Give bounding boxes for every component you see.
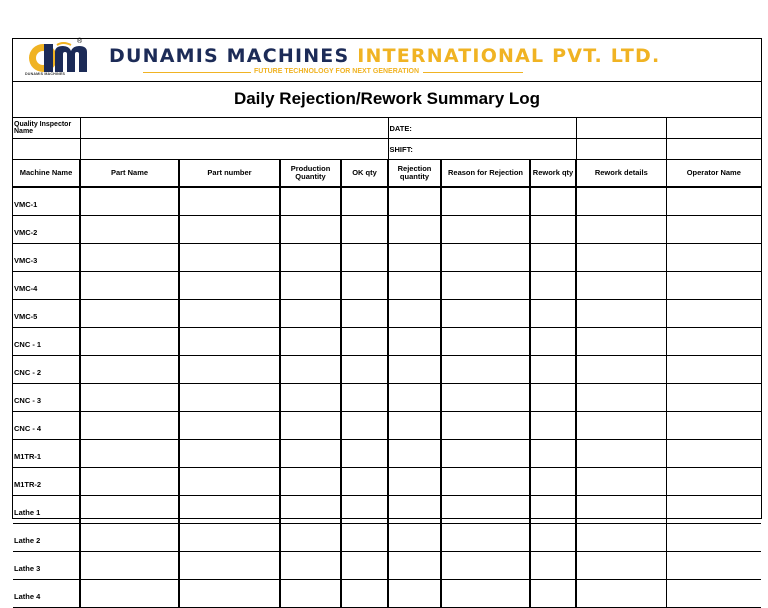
- entry-cell[interactable]: [341, 328, 388, 356]
- entry-cell[interactable]: [576, 216, 666, 244]
- inspector-label: Quality Inspector Name: [13, 118, 80, 139]
- machine-name-cell: CNC - 1: [13, 328, 80, 356]
- date-extra-cell[interactable]: [576, 118, 666, 139]
- entry-cell[interactable]: [441, 356, 530, 384]
- table-row: [13, 440, 761, 468]
- entry-cell[interactable]: [576, 496, 666, 524]
- date-field[interactable]: [388, 118, 576, 139]
- entry-cell[interactable]: [341, 216, 388, 244]
- entry-cell[interactable]: [530, 524, 576, 552]
- shift-field[interactable]: [388, 139, 576, 160]
- table-row: [13, 384, 761, 412]
- entry-cell[interactable]: [280, 496, 341, 524]
- machine-name-cell: Lathe 3: [13, 552, 80, 580]
- entry-cell[interactable]: [80, 356, 179, 384]
- entry-cell[interactable]: [388, 524, 441, 552]
- tagline-row: [143, 68, 523, 78]
- entry-cell[interactable]: [280, 187, 341, 216]
- page-title: Daily Rejection/Rework Summary Log: [233, 89, 541, 108]
- rejection-log-table: [13, 117, 761, 608]
- entry-cell[interactable]: [80, 300, 179, 328]
- entry-cell[interactable]: [80, 440, 179, 468]
- entry-cell[interactable]: [530, 272, 576, 300]
- entry-cell[interactable]: [576, 244, 666, 272]
- entry-cell[interactable]: [576, 468, 666, 496]
- entry-cell[interactable]: [179, 384, 280, 412]
- entry-cell[interactable]: [576, 187, 666, 216]
- entry-cell[interactable]: [280, 440, 341, 468]
- entry-cell[interactable]: [80, 187, 179, 216]
- entry-cell[interactable]: [666, 384, 761, 412]
- machine-name-cell: CNC - 3: [13, 384, 80, 412]
- inspector-name-field[interactable]: [80, 118, 388, 139]
- entry-cell[interactable]: [576, 272, 666, 300]
- entry-cell[interactable]: [80, 272, 179, 300]
- entry-cell[interactable]: [179, 552, 280, 580]
- company-name-part1: DUNAMIS MACHINES: [109, 45, 350, 67]
- entry-cell[interactable]: [441, 468, 530, 496]
- entry-cell[interactable]: [280, 272, 341, 300]
- company-name: [109, 45, 660, 67]
- column-header: Operator Name: [666, 160, 761, 188]
- entry-cell[interactable]: [441, 216, 530, 244]
- entry-cell[interactable]: [576, 440, 666, 468]
- shift-row: [13, 139, 761, 160]
- entry-cell[interactable]: [179, 300, 280, 328]
- column-header: Rework qty: [530, 160, 576, 188]
- entry-cell[interactable]: [441, 384, 530, 412]
- machine-name-cell: M1TR-2: [13, 468, 80, 496]
- entry-cell[interactable]: [388, 384, 441, 412]
- machine-name-cell: Lathe 4: [13, 580, 80, 608]
- table-row: [13, 328, 761, 356]
- column-header: Part number: [179, 160, 280, 188]
- machine-name-cell: VMC-5: [13, 300, 80, 328]
- entry-cell[interactable]: [341, 272, 388, 300]
- entry-cell[interactable]: [280, 384, 341, 412]
- entry-cell[interactable]: [530, 468, 576, 496]
- entry-cell[interactable]: [530, 552, 576, 580]
- column-header: Production Quantity: [280, 160, 341, 188]
- entry-cell[interactable]: [341, 300, 388, 328]
- entry-cell[interactable]: [530, 496, 576, 524]
- entry-cell[interactable]: [388, 328, 441, 356]
- entry-cell[interactable]: [666, 187, 761, 216]
- entry-cell[interactable]: [441, 328, 530, 356]
- entry-cell[interactable]: [388, 440, 441, 468]
- table-row: [13, 300, 761, 328]
- column-header: Rejection quantity: [388, 160, 441, 188]
- entry-cell[interactable]: [666, 496, 761, 524]
- entry-cell[interactable]: [341, 468, 388, 496]
- entry-cell[interactable]: [441, 552, 530, 580]
- entry-cell[interactable]: [179, 440, 280, 468]
- entry-cell[interactable]: [666, 272, 761, 300]
- table-row: [13, 244, 761, 272]
- entry-cell[interactable]: [80, 524, 179, 552]
- entry-cell[interactable]: [179, 216, 280, 244]
- entry-cell[interactable]: [179, 272, 280, 300]
- entry-cell[interactable]: [341, 440, 388, 468]
- entry-cell[interactable]: [341, 496, 388, 524]
- entry-cell[interactable]: [280, 524, 341, 552]
- shift-extra-cell[interactable]: [666, 139, 761, 160]
- entry-cell[interactable]: [530, 244, 576, 272]
- rejection-log-sheet: [12, 38, 762, 601]
- shift-label: SHIFT:: [389, 144, 413, 154]
- entry-cell[interactable]: [666, 300, 761, 328]
- entry-cell[interactable]: [280, 328, 341, 356]
- column-header-row: [13, 160, 761, 188]
- entry-cell[interactable]: [280, 300, 341, 328]
- entry-cell[interactable]: [341, 244, 388, 272]
- entry-cell[interactable]: [280, 552, 341, 580]
- entry-cell[interactable]: [280, 244, 341, 272]
- table-row: [13, 356, 761, 384]
- shift-empty-cell: [13, 139, 80, 160]
- entry-cell[interactable]: [388, 272, 441, 300]
- entry-cell[interactable]: [666, 440, 761, 468]
- entry-cell[interactable]: [576, 552, 666, 580]
- entry-cell[interactable]: [179, 356, 280, 384]
- table-row: [13, 187, 761, 216]
- entry-cell[interactable]: [441, 524, 530, 552]
- logo-caption: DUNAMIS MACHINES: [25, 72, 66, 76]
- entry-cell[interactable]: [179, 412, 280, 440]
- entry-cell[interactable]: [80, 468, 179, 496]
- entry-cell[interactable]: [441, 300, 530, 328]
- column-header: Reason for Rejection: [441, 160, 530, 188]
- column-header: OK qty: [341, 160, 388, 188]
- column-header: Part Name: [80, 160, 179, 188]
- entry-cell[interactable]: [576, 356, 666, 384]
- entry-cell[interactable]: [441, 440, 530, 468]
- registered-mark: ®: [77, 38, 83, 45]
- company-header: [13, 39, 761, 82]
- table-row: [13, 468, 761, 496]
- entry-cell[interactable]: [441, 412, 530, 440]
- entry-cell[interactable]: [530, 356, 576, 384]
- entry-cell[interactable]: [530, 187, 576, 216]
- column-header: Machine Name: [13, 160, 80, 188]
- entry-cell[interactable]: [388, 412, 441, 440]
- entry-cell[interactable]: [80, 412, 179, 440]
- title-row: [13, 81, 761, 118]
- entry-cell[interactable]: [280, 356, 341, 384]
- entry-cell[interactable]: [441, 272, 530, 300]
- entry-cell[interactable]: [179, 328, 280, 356]
- entry-cell[interactable]: [80, 384, 179, 412]
- entry-cell[interactable]: [666, 244, 761, 272]
- date-extra-cell[interactable]: [666, 118, 761, 139]
- entry-cell[interactable]: [666, 468, 761, 496]
- machine-name-cell: VMC-4: [13, 272, 80, 300]
- machine-name-cell: Lathe 1: [13, 496, 80, 524]
- entry-cell[interactable]: [388, 244, 441, 272]
- entry-cell[interactable]: [179, 496, 280, 524]
- entry-cell[interactable]: [179, 244, 280, 272]
- table-row: [13, 524, 761, 552]
- entry-cell[interactable]: [388, 216, 441, 244]
- entry-cell[interactable]: [666, 216, 761, 244]
- table-row: [13, 552, 761, 580]
- entry-cell[interactable]: [179, 524, 280, 552]
- entry-cell[interactable]: [341, 384, 388, 412]
- entry-cell[interactable]: [441, 244, 530, 272]
- entry-cell[interactable]: [80, 552, 179, 580]
- date-label: DATE:: [389, 123, 412, 133]
- entry-cell[interactable]: [576, 328, 666, 356]
- entry-cell[interactable]: [666, 412, 761, 440]
- entry-cell[interactable]: [576, 524, 666, 552]
- entry-cell[interactable]: [666, 552, 761, 580]
- machine-name-cell: Lathe 2: [13, 524, 80, 552]
- entry-cell[interactable]: [441, 187, 530, 216]
- entry-cell[interactable]: [530, 300, 576, 328]
- machine-name-cell: VMC-3: [13, 244, 80, 272]
- entry-cell[interactable]: [666, 356, 761, 384]
- entry-cell[interactable]: [280, 412, 341, 440]
- entry-cell[interactable]: [530, 328, 576, 356]
- machine-name-cell: VMC-1: [13, 187, 80, 216]
- entry-cell[interactable]: [341, 412, 388, 440]
- entry-cell[interactable]: [341, 187, 388, 216]
- machine-name-cell: M1TR-1: [13, 440, 80, 468]
- entry-cell[interactable]: [280, 468, 341, 496]
- entry-cell[interactable]: [576, 300, 666, 328]
- entry-cell[interactable]: [388, 468, 441, 496]
- entry-cell[interactable]: [280, 216, 341, 244]
- entry-cell[interactable]: [341, 524, 388, 552]
- entry-cell[interactable]: [576, 384, 666, 412]
- table-row: [13, 412, 761, 440]
- table-row: [13, 272, 761, 300]
- entry-cell[interactable]: [80, 328, 179, 356]
- entry-cell[interactable]: [388, 552, 441, 580]
- entry-cell[interactable]: [341, 552, 388, 580]
- entry-cell[interactable]: [388, 356, 441, 384]
- entry-cell[interactable]: [666, 524, 761, 552]
- shift-extra-cell[interactable]: [576, 139, 666, 160]
- entry-cell[interactable]: [179, 468, 280, 496]
- machine-name-cell: CNC - 4: [13, 412, 80, 440]
- machine-name-cell: CNC - 2: [13, 356, 80, 384]
- entry-cell[interactable]: [576, 412, 666, 440]
- entry-cell[interactable]: [530, 412, 576, 440]
- entry-cell[interactable]: [441, 496, 530, 524]
- entry-cell[interactable]: [80, 244, 179, 272]
- entry-cell[interactable]: [530, 384, 576, 412]
- inspector-row: [13, 118, 761, 139]
- entry-cell[interactable]: [388, 300, 441, 328]
- table-row: [13, 216, 761, 244]
- machine-name-cell: VMC-2: [13, 216, 80, 244]
- entry-cell[interactable]: [530, 440, 576, 468]
- company-name-part2: INTERNATIONAL PVT. LTD.: [357, 45, 661, 67]
- entry-cell[interactable]: [666, 328, 761, 356]
- entry-cell[interactable]: [341, 356, 388, 384]
- tagline-rule-right: [423, 72, 523, 73]
- tagline-rule-left: [143, 72, 253, 73]
- entry-cell[interactable]: [530, 216, 576, 244]
- entry-cell[interactable]: [388, 496, 441, 524]
- column-header: Rework details: [576, 160, 666, 188]
- table-row: [13, 496, 761, 524]
- entry-cell[interactable]: [388, 187, 441, 216]
- entry-cell[interactable]: [80, 496, 179, 524]
- entry-cell[interactable]: [179, 187, 280, 216]
- company-tagline: FUTURE TECHNOLOGY FOR NEXT GENERATION: [251, 68, 422, 75]
- shift-blank-field[interactable]: [80, 139, 388, 160]
- entry-cell[interactable]: [80, 216, 179, 244]
